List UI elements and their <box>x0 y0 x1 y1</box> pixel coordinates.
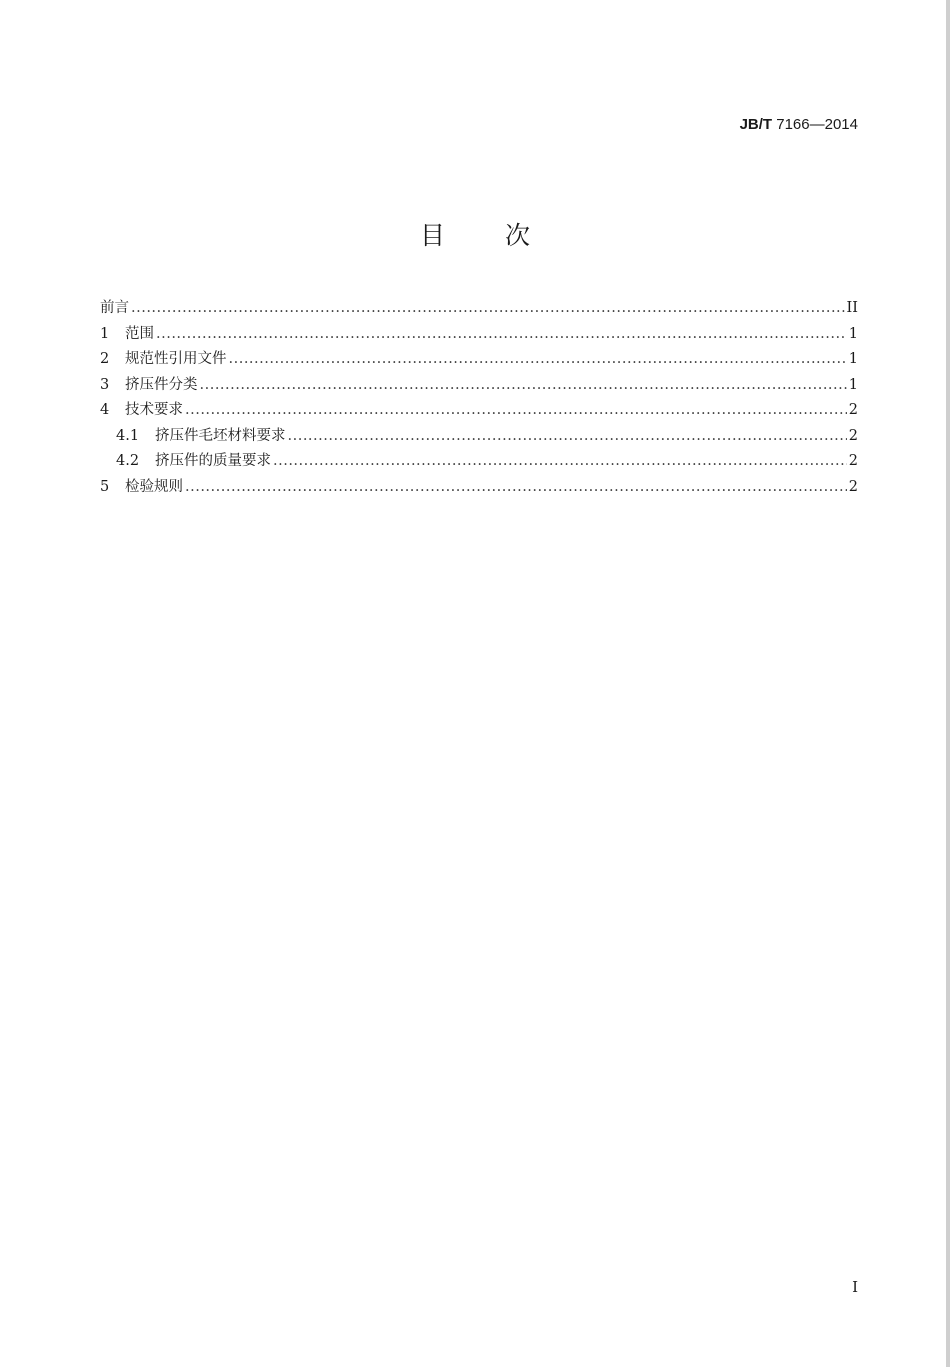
toc-dot-leader <box>185 479 847 495</box>
toc-entry-page: 2 <box>848 427 858 444</box>
toc-entry-page: II <box>846 300 858 316</box>
toc-dot-leader <box>131 300 845 316</box>
toc-entry-label: 范围 <box>125 325 154 342</box>
document-code-number: 7166—2014 <box>776 116 858 133</box>
toc-dot-leader <box>200 377 847 393</box>
toc-entry-page: 1 <box>848 376 858 393</box>
toc-entry-number: 2 <box>100 351 110 367</box>
title-char-1: 目 <box>420 221 446 250</box>
toc-entry-label: 规范性引用文件 <box>125 351 227 367</box>
toc-dot-leader <box>185 402 847 418</box>
toc-entry-number: 4.2 <box>116 453 140 469</box>
toc-dot-leader <box>156 326 847 342</box>
footer-page-number: I <box>852 1278 858 1296</box>
table-of-contents <box>100 296 858 500</box>
toc-entry-page: 2 <box>848 402 858 418</box>
toc-entry-page: 2 <box>848 478 858 495</box>
toc-dot-leader <box>229 351 847 367</box>
document-code-prefix: JB/T <box>739 116 773 133</box>
toc-dot-leader <box>273 453 847 469</box>
page-title <box>0 216 950 252</box>
toc-entry-5[interactable] <box>100 475 858 501</box>
toc-entry-label: 前言 <box>100 300 129 316</box>
toc-entry-number: 4 <box>100 402 110 418</box>
toc-entry-1[interactable] <box>100 322 858 348</box>
toc-entry-label: 挤压件分类 <box>125 376 198 393</box>
toc-entry-3[interactable] <box>100 373 858 399</box>
toc-entry-4[interactable] <box>100 398 858 424</box>
toc-entry-foreword[interactable] <box>100 296 858 322</box>
toc-dot-leader <box>288 428 847 444</box>
toc-entry-label: 挤压件毛坯材料要求 <box>155 427 286 444</box>
toc-entry-2[interactable] <box>100 347 858 373</box>
toc-entry-4-1[interactable] <box>100 424 858 450</box>
toc-entry-number: 3 <box>100 376 110 393</box>
toc-entry-label: 挤压件的质量要求 <box>155 453 271 469</box>
toc-entry-page: 1 <box>848 351 858 367</box>
toc-entry-number: 1 <box>100 325 110 342</box>
toc-entry-page: 1 <box>848 325 858 342</box>
toc-entry-label: 技术要求 <box>125 402 183 418</box>
toc-entry-page: 2 <box>848 453 858 469</box>
page-edge <box>946 0 950 1367</box>
title-char-2: 次 <box>504 221 530 250</box>
toc-entry-4-2[interactable] <box>100 449 858 475</box>
toc-entry-number: 4.1 <box>116 427 140 444</box>
toc-entry-number: 5 <box>100 478 110 495</box>
document-code <box>740 116 858 133</box>
toc-entry-label: 检验规则 <box>125 478 183 495</box>
